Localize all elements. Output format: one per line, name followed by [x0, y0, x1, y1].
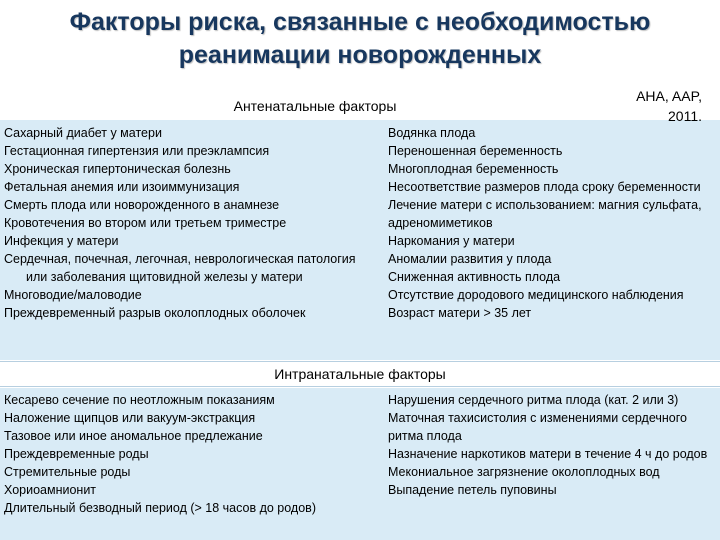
- intranatal-right-list: [388, 391, 718, 499]
- list-item: Стремительные роды: [4, 465, 131, 479]
- source-line-2: 2011.: [668, 108, 702, 124]
- list-item: Мекониальное загрязнение околоплодных вод: [388, 465, 660, 479]
- list-item: Тазовое или иное аномальное предлежание: [4, 429, 263, 443]
- list-item: Многоплодная беременность: [388, 162, 559, 176]
- list-item: Выпадение петель пуповины: [388, 483, 557, 497]
- list-item: Фетальная анемия или изоиммунизация: [4, 180, 240, 194]
- list-item: Сердечная, почечная, легочная, неврологическая патология или заболевания щитовидной железы у матери: [4, 252, 356, 284]
- list-item: Сниженная активность плода: [388, 270, 561, 284]
- list-item: Сахарный диабет у матери: [4, 126, 162, 140]
- list-item: Смерть плода или новорожденного в анамнезе: [4, 198, 280, 212]
- antenatal-left-list: [4, 124, 374, 322]
- list-item: Нарушения сердечного ритма плода (кат. 2 или 3): [388, 393, 679, 407]
- list-item: Инфекция у матери: [4, 234, 119, 248]
- list-item: Преждевременный разрыв околоплодных оболочек: [4, 306, 306, 320]
- title-line-2: реанимации новорожденных: [178, 41, 542, 69]
- list-item: Преждевременные роды: [4, 447, 149, 461]
- source-line-1: AHA, AAP,: [636, 88, 702, 104]
- list-item: Маточная тахисистолия с изменениями сердечного ритма плода: [388, 411, 687, 443]
- antenatal-heading: Антенатальные факторы: [233, 98, 397, 114]
- intranatal-left-list: [4, 391, 364, 517]
- list-item: Переношенная беременность: [388, 144, 563, 158]
- list-item: Хориоамнионит: [4, 483, 97, 497]
- intranatal-heading: Интранатальные факторы: [274, 366, 446, 382]
- title-line-1: Факторы риска, связанные с необходимостью: [69, 8, 651, 36]
- antenatal-right-list: [388, 124, 718, 322]
- list-item: Назначение наркотиков матери в течение 4 ч до родов: [388, 447, 708, 461]
- list-item: Водянка плода: [388, 126, 476, 140]
- list-item: Хроническая гипертоническая болезнь: [4, 162, 231, 176]
- list-item: Наркомания у матери: [388, 234, 515, 248]
- list-item: Аномалии развития у плода: [388, 252, 552, 266]
- list-item: Кесарево сечение по неотложным показаниям: [4, 393, 275, 407]
- list-item: Отсутствие дородового медицинского наблюдения: [388, 288, 684, 302]
- list-item: Несоответствие размеров плода сроку беременности: [388, 180, 701, 194]
- list-item: Возраст матери > 35 лет: [388, 306, 532, 320]
- list-item: Гестационная гипертензия или преэклампсия: [4, 144, 270, 158]
- list-item: Многоводие/маловодие: [4, 288, 142, 302]
- list-item: Длительный безводный период (> 18 часов до родов): [4, 501, 316, 515]
- list-item: Наложение щипцов или вакуум-экстракция: [4, 411, 256, 425]
- list-item: Лечение матери с использованием: магния сульфата, адреномиметиков: [388, 198, 702, 230]
- slide-title: [0, 6, 720, 72]
- list-item: Кровотечения во втором или третьем триместре: [4, 216, 287, 230]
